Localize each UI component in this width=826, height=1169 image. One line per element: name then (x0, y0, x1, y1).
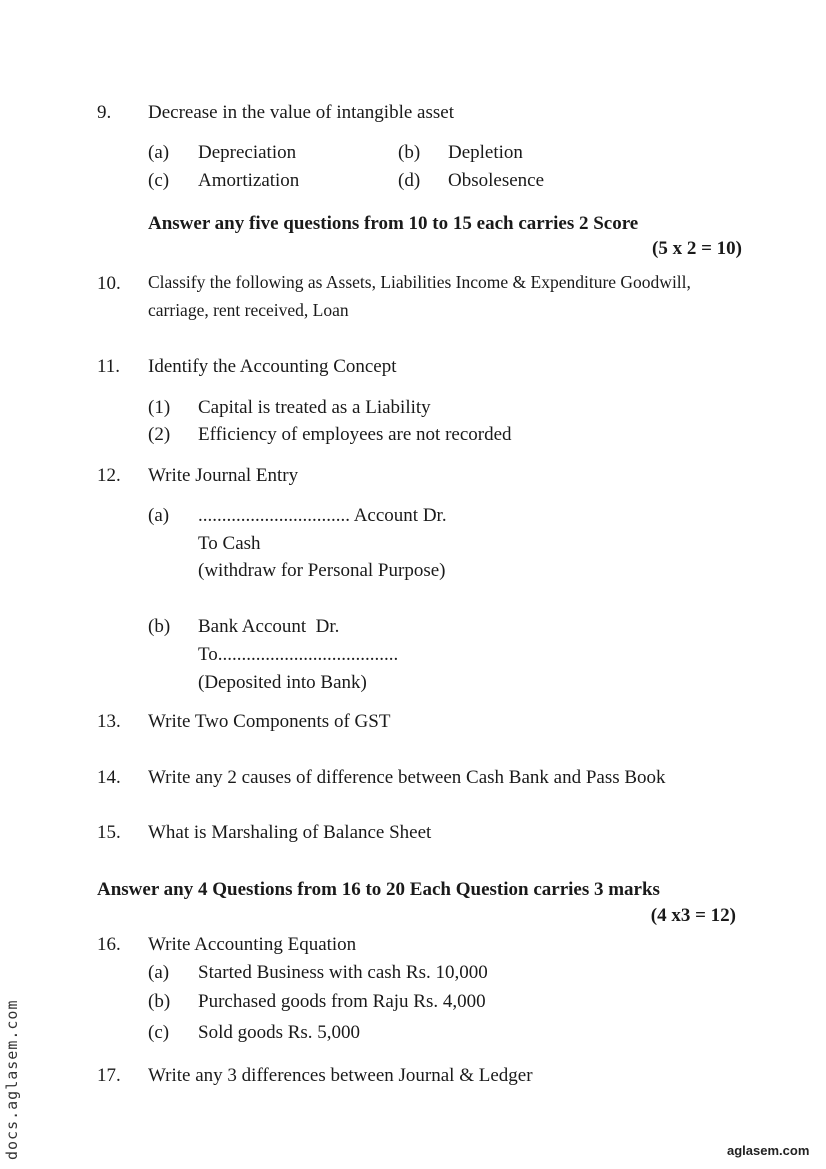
option-label: (b) (398, 142, 421, 163)
side-watermark: docs.aglasem.com (3, 999, 21, 1160)
question-text: Write Accounting Equation (148, 934, 357, 955)
item-label: (a) (148, 962, 170, 983)
question-number: 11. (97, 356, 121, 377)
journal-line: Bank Account Dr. (198, 616, 340, 637)
question-text: carriage, rent received, Loan (148, 300, 349, 320)
question-number: 13. (97, 711, 121, 732)
corner-watermark: aglasem.com (727, 1143, 810, 1158)
item-text: Started Business with cash Rs. 10,000 (198, 962, 488, 983)
question-text: Write Journal Entry (148, 465, 299, 486)
section-instruction: Answer any five questions from 10 to 15 each carries 2 Score (148, 213, 639, 234)
item-text: Sold goods Rs. 5,000 (198, 1022, 361, 1043)
item-text: Capital is treated as a Liability (198, 397, 431, 418)
item-text: Efficiency of employees are not recorded (198, 424, 512, 445)
journal-line: To Cash (198, 533, 261, 554)
item-label: (b) (148, 616, 171, 637)
option-text: Obsolesence (448, 170, 545, 191)
question-text: Write Two Components of GST (148, 711, 391, 732)
section-marks: (4 x3 = 12) (650, 905, 736, 926)
item-label: (b) (148, 991, 171, 1012)
question-number: 17. (97, 1065, 121, 1086)
question-number: 16. (97, 934, 121, 955)
journal-line: To...................................... (198, 644, 399, 665)
question-number: 10. (97, 273, 121, 294)
question-text: Classify the following as Assets, Liabilities Income & Expenditure Goodwill, (148, 272, 691, 292)
item-label: (1) (148, 397, 171, 418)
item-label: (c) (148, 1022, 170, 1043)
question-number: 9. (97, 102, 112, 123)
item-text: Purchased goods from Raju Rs. 4,000 (198, 991, 486, 1012)
section-instruction: Answer any 4 Questions from 16 to 20 Each Question carries 3 marks (97, 879, 660, 900)
section-marks: (5 x 2 = 10) (652, 238, 742, 259)
question-text: What is Marshaling of Balance Sheet (148, 822, 432, 843)
item-label: (a) (148, 505, 170, 526)
option-text: Depreciation (198, 142, 297, 163)
question-number: 14. (97, 767, 121, 788)
option-text: Depletion (448, 142, 523, 163)
question-text: Write any 2 causes of difference between Cash Bank and Pass Book (148, 767, 666, 788)
option-label: (c) (148, 170, 170, 191)
question-text: Decrease in the value of intangible asset (148, 102, 454, 123)
question-number: 15. (97, 822, 121, 843)
question-text: Identify the Accounting Concept (148, 356, 397, 377)
option-label: (a) (148, 142, 170, 163)
item-label: (2) (148, 424, 171, 445)
journal-line: ................................ Account Dr. (198, 505, 447, 526)
question-number: 12. (97, 465, 121, 486)
option-text: Amortization (198, 170, 300, 191)
journal-narration: (withdraw for Personal Purpose) (198, 560, 446, 581)
option-label: (d) (398, 170, 421, 191)
question-text: Write any 3 differences between Journal & Ledger (148, 1065, 533, 1086)
journal-narration: (Deposited into Bank) (198, 672, 367, 693)
